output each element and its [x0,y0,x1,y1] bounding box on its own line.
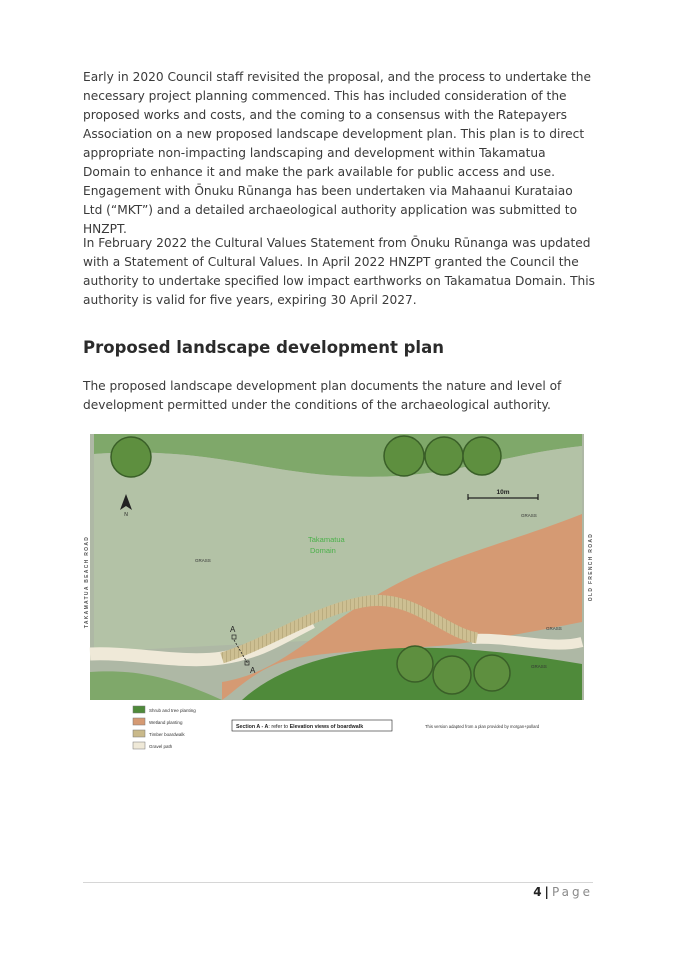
landscape-plan-figure [82,432,598,762]
legend-swatch-boardwalk [133,730,145,737]
legend-label: Shrub and tree planting [149,708,196,713]
grass-label: GRASS [521,513,537,518]
scale-label: 10m [496,489,510,496]
legend-label: Gravel path [149,744,173,749]
domain-label-line-2: Domain [310,546,336,555]
road-label-right: OLD FRENCH ROAD [588,532,594,602]
legend-swatch-shrub [133,706,145,713]
road-label-left: TAKAMATUA BEACH ROAD [84,535,90,629]
map-legend [133,706,196,749]
plan-description-paragraph: The proposed landscape development plan documents the nature and level of development permitted under the conditions of the archaeological authority. [83,379,562,412]
domain-label-line-1: Takamatua [308,535,345,544]
legend-swatch-wetland [133,718,145,725]
legend-label: Timber boardwalk [149,732,185,737]
plan-credit: This version adapted from a plan provided by morgan+pollard [425,724,540,729]
intro-paragraph: Early in 2020 Council staff revisited the proposal, and the process to undertake the necessary project planning commenced. This has included consideration of the proposed works and costs, and the coming to a consensus with the Ratepayers Association on a new proposed landscape development plan. This plan is to direct appropriate non-impacting landscaping and development within Takamatua Domain to enhance it and make the park available for public access and use. Engagement with Ōnuku Rūnanga has been undertaken via Mahaanui Kurataiao Ltd (“MKT”) and a detailed archaeological authority application was submitted to HNZPT. [83,70,592,236]
legend-swatch-gravel [133,742,145,749]
section-note: Section A - A: refer to Elevation views of boardwalk [236,724,364,730]
grass-label: GRASS [531,664,547,669]
page-number: 4 [533,885,542,899]
page-footer [533,885,593,899]
gravel-path-right [472,639,582,645]
page-word: Page [551,885,593,899]
cultural-values-paragraph: In February 2022 the Cultural Values Statement from Ōnuku Rūnanga was updated with a Statement of Cultural Values. In April 2022 HNZPT granted the Council the authority to undertake specified low impact earthworks on Takamatua Domain. This authority is valid for five years, expiring 30 April 2027. [83,236,596,307]
footer-divider [83,882,593,883]
grass-label: GRASS [546,626,562,631]
section-marker-bottom: A [250,666,256,675]
section-marker-top: A [230,625,236,634]
north-label: N [124,512,128,518]
grass-label: GRASS [195,558,211,563]
landscape-plan-svg [82,432,598,762]
footer-separator: | [544,885,549,899]
legend-label: Wetland planting [149,720,183,725]
section-heading: Proposed landscape development plan [83,338,444,357]
